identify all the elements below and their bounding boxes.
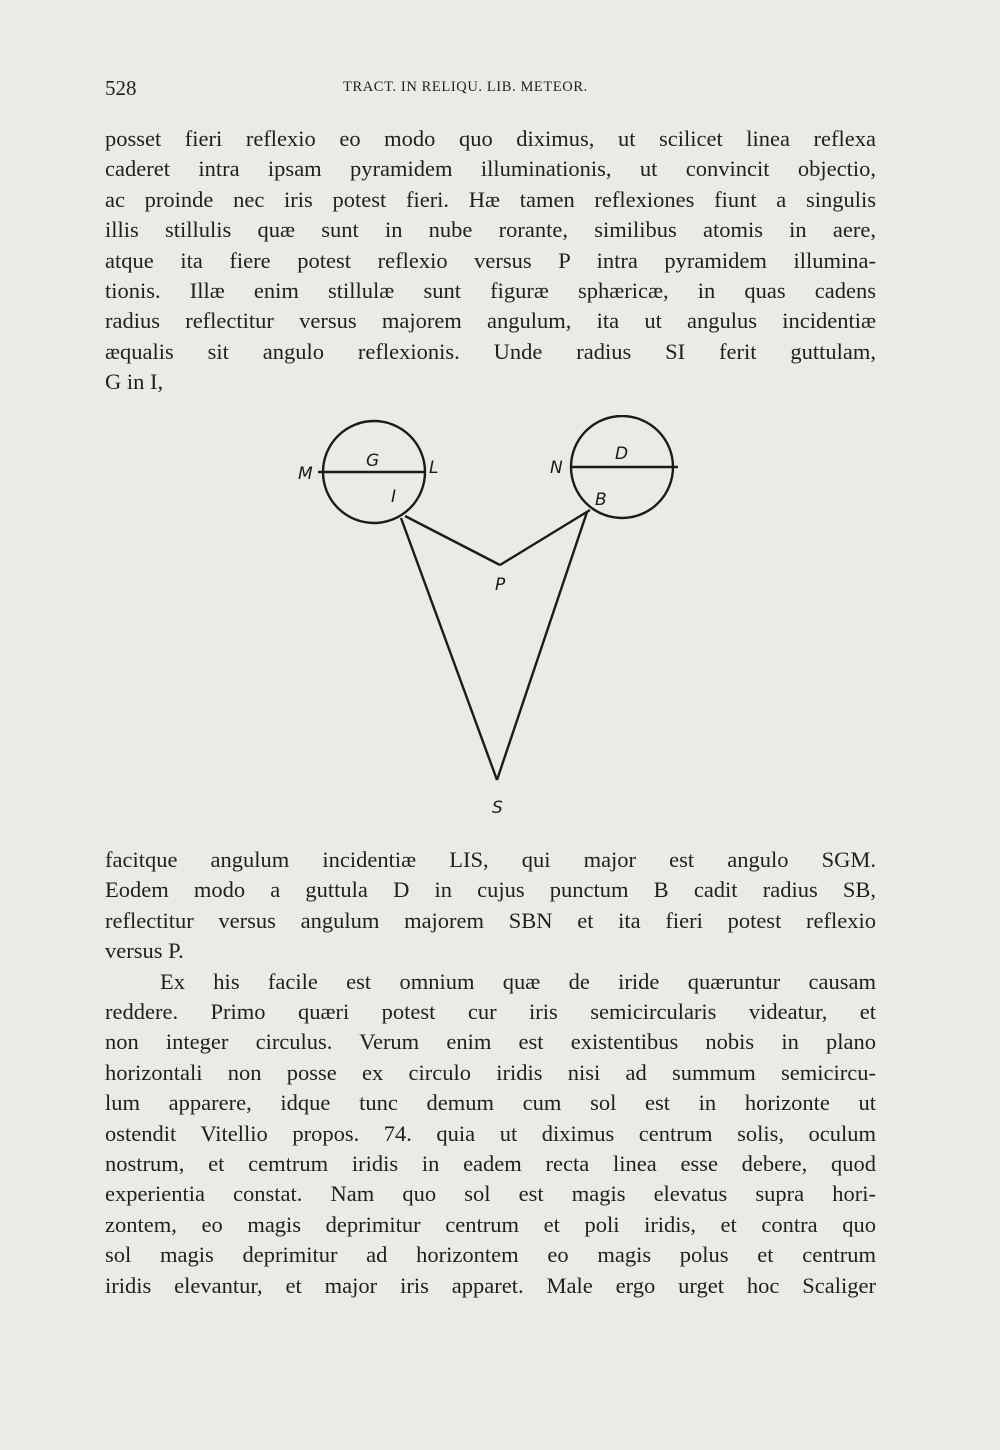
text-line: G in I, bbox=[105, 369, 164, 395]
text-line: iridis elevantur, et major iris apparet. Male ergo urget hoc Scaliger bbox=[105, 1272, 876, 1298]
label-s: S bbox=[492, 798, 503, 818]
ray-i-p bbox=[405, 516, 500, 565]
text-line: Eodem modo a guttula D in cujus punctum B cadit radius SB, bbox=[105, 877, 876, 903]
page-header bbox=[105, 76, 880, 102]
running-head: TRACT. IN RELIQU. LIB. METEOR. bbox=[343, 79, 588, 95]
text-line: æqualis sit angulo reflexionis. Unde radius SI ferit guttulam, bbox=[105, 338, 876, 364]
text-line: non integer circulus. Verum enim est existentibus nobis in plano bbox=[105, 1029, 876, 1055]
text-line: atque ita fiere potest reflexio versus P intra pyramidem illumina- bbox=[105, 247, 876, 273]
text-line: horizontali non posse ex circulo iridis nisi ad summum semicircu- bbox=[105, 1059, 876, 1085]
label-m: M bbox=[298, 464, 313, 484]
text-line: lum apparere, idque tunc demum cum sol est in horizonte ut bbox=[105, 1090, 876, 1116]
text-line: ac proinde nec iris potest fieri. Hæ tamen reflexiones fiunt a singulis bbox=[105, 186, 876, 212]
text-line: reflectitur versus angulum majorem SBN et ita fieri potest reflexio bbox=[105, 907, 876, 933]
label-d: D bbox=[615, 444, 629, 464]
text-line: posset fieri reflexio eo modo quo diximus, ut scilicet linea reflexa bbox=[105, 126, 876, 151]
label-p: P bbox=[495, 575, 506, 595]
text-line: Ex his facile est omnium quæ de iride quæruntur causam bbox=[160, 968, 876, 994]
text-line: radius reflectitur versus majorem angulum, ita ut angulus incidentiæ bbox=[105, 308, 876, 334]
text-line: facitque angulum incidentiæ LIS, qui major est angulo SGM. bbox=[105, 847, 876, 872]
text-line: sol magis deprimitur ad horizontem eo magis polus et centrum bbox=[105, 1242, 876, 1268]
label-b: B bbox=[595, 490, 607, 510]
page-number: 528 bbox=[105, 76, 137, 100]
text-line: reddere. Primo quæri potest cur iris semicircularis videatur, et bbox=[105, 999, 876, 1025]
text-line: experientia constat. Nam quo sol est magis elevatus supra hori- bbox=[105, 1181, 876, 1207]
paragraph-2-and-3 bbox=[105, 845, 876, 1301]
text-line: caderet intra ipsam pyramidem illuminationis, ut convincit objectio, bbox=[105, 156, 876, 182]
label-i: I bbox=[391, 487, 397, 507]
text-line: tionis. Illæ enim stillulæ sunt figuræ sphæricæ, in quas cadens bbox=[105, 278, 876, 304]
text-line: illis stillulis quæ sunt in nube rorante, similibus atomis in aere, bbox=[105, 217, 876, 243]
ray-b-p bbox=[500, 510, 590, 565]
label-l: L bbox=[429, 458, 439, 478]
paragraph-1 bbox=[105, 124, 876, 398]
text-line: ostendit Vitellio propos. 74. quia ut diximus centrum solis, oculum bbox=[105, 1120, 876, 1146]
rainbow-reflection-diagram bbox=[290, 415, 710, 825]
text-line: versus P. bbox=[105, 938, 184, 964]
ray-s-b bbox=[497, 512, 587, 780]
label-g: G bbox=[366, 451, 380, 471]
label-n: N bbox=[550, 458, 563, 478]
text-line: zontem, eo magis deprimitur centrum et poli iridis, et contra quo bbox=[105, 1211, 876, 1237]
text-line: nostrum, et cemtrum iridis in eadem recta linea esse debere, quod bbox=[105, 1151, 876, 1177]
